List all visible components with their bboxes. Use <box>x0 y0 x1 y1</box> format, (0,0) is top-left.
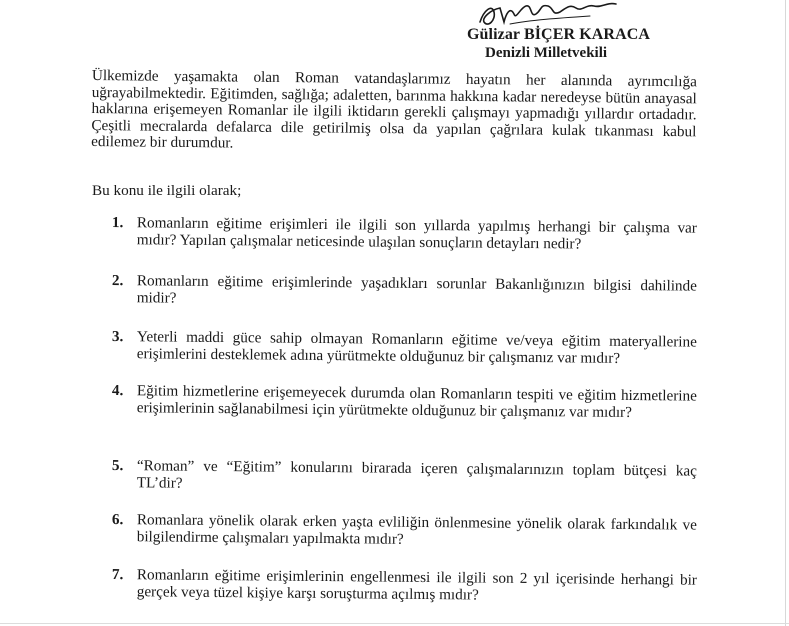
question-number: 6. <box>111 511 124 529</box>
question-text: Romanların eğitime erişimleri ile ilgili son yıllarda yapılmış herhangi bir çalışma var mıdır? Yapılan çalışmalar neticesinde ulaşılan sonuçların detayları nedir? <box>136 214 697 253</box>
question-item-4 <box>112 383 697 422</box>
question-item-7 <box>112 567 697 606</box>
question-text: Eğitim hizmetlerine erişemeyecek durumda olan Romanların tespiti ve eğitim hizmetlerine erişimlerinin sağlanabilmesi için yürütmekte olduğunuz bir çalışmanız var mıdır? <box>136 382 697 421</box>
intro-paragraph: Ülkemizde yaşamakta olan Roman vatandaşlarımız hayatın her alanında ayrımcılığa uğrayabilmektedir. Eğitimden, sağlığa; adaletten, barınma hakkına kadar neredeyse bütün anayasal haklarına erişemeyen Romanlar ile ilgili iktidarın gerekli çalışmayı yapmadığı yıllardır ortadadır. Çeşitli mecralarda defalarca dile getirilmiş olsa da yapılan çağrılara kulak tıkanması kabul edilemez bir durumdur. <box>91 67 697 152</box>
signer-title: Denizli Milletvekili <box>485 45 608 61</box>
question-text: Romanların eğitime erişimlerinin engellenmesi ile ilgili son 2 yıl içerisinde herhangi bir gerçek veya tüzel kişiye karşı soruşturma açılmış mıdır? <box>136 566 697 604</box>
question-number: 1. <box>111 214 124 232</box>
question-text: Romanların eğitime erişimlerinde yaşadıkları sorunlar Bakanlığınızın bilgisi dahilinde midir? <box>136 272 697 307</box>
lead-text: Bu konu ile ilgili olarak; <box>92 182 242 199</box>
question-item-6 <box>112 512 697 551</box>
question-item-2 <box>112 273 697 312</box>
question-number: 2. <box>111 272 124 290</box>
question-number: 7. <box>111 566 124 584</box>
question-number: 4. <box>111 382 124 400</box>
question-item-5 <box>112 458 697 497</box>
question-item-1 <box>112 215 697 254</box>
question-number: 3. <box>111 328 124 346</box>
question-text: Yeterli maddi güce sahip olmayan Romanların eğitime ve/veya eğitim materyallerine erişimlerini desteklemek adına yürütmekte olduğunuz bir çalışmanız var mıdır? <box>136 328 697 367</box>
question-text: Romanlara yönelik olarak erken yaşta evliliğin önlenmesine yönelik olarak farkındalık ve bilgilendirme çalışmaları yapılmakta mıdır? <box>136 511 697 548</box>
scan-edge-right <box>785 0 786 626</box>
signer-name: Gülizar BİÇER KARACA <box>467 26 651 43</box>
question-number: 5. <box>111 457 124 475</box>
question-item-3 <box>112 329 697 368</box>
question-text: “Roman” ve “Eğitim” konularını birarada içeren çalışmalarınızın toplam bütçesi kaç TL’dir? <box>136 457 697 492</box>
scan-edge-bottom <box>0 623 789 624</box>
